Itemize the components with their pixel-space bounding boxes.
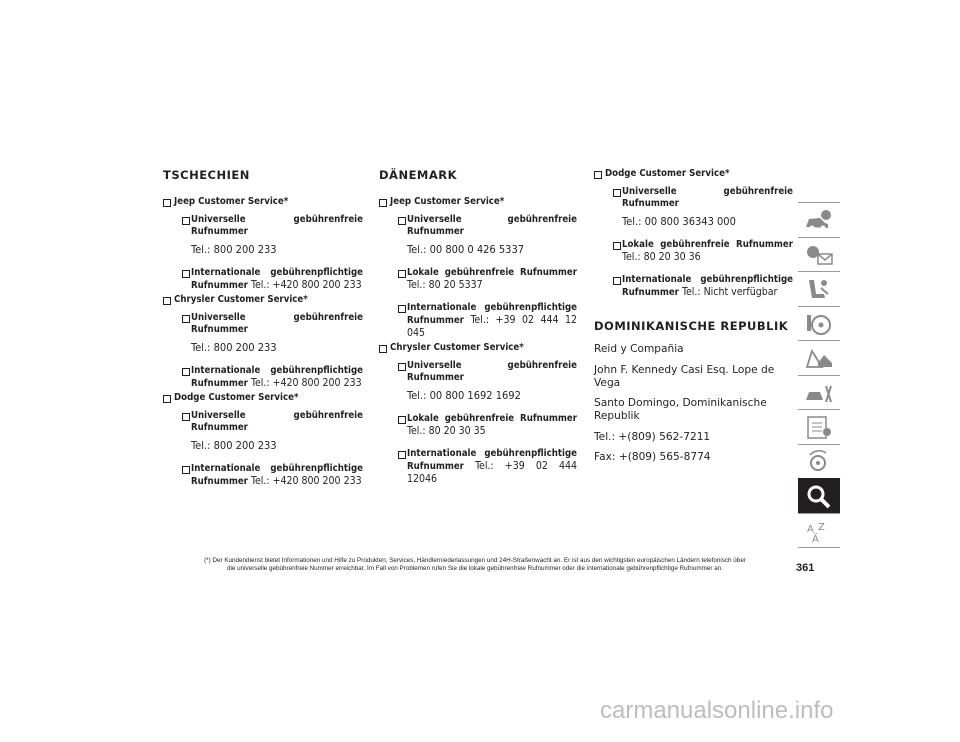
multimedia-icon	[804, 449, 834, 475]
tab-search-index[interactable]	[798, 478, 840, 513]
phone-entry: Lokale gebührenfreie Rufnummer Tel.: 80 20 30 36	[622, 239, 793, 264]
phone-entry: Universelle gebührenfreie Rufnummer Tel.: 00 800 36343 000	[622, 186, 793, 229]
checkbox-icon	[398, 270, 406, 278]
phone-entry: Internationale gebührenpflichtige Rufnummer Tel.: +420 800 200 233	[191, 267, 363, 292]
service-jeep: Jeep Customer Service*	[379, 196, 577, 208]
tab-service[interactable]	[798, 375, 840, 410]
checkbox-icon	[613, 189, 621, 197]
fax-line: Fax: +(809) 565-8774	[594, 451, 711, 463]
checkbox-icon	[398, 451, 406, 459]
watermark: carmanualsonline.info	[600, 697, 834, 724]
car-service-icon	[804, 380, 834, 406]
tab-specifications[interactable]	[798, 409, 840, 444]
svg-text:Z: Z	[818, 521, 825, 533]
checkbox-icon	[163, 395, 171, 403]
address-line: Reid y Compañia	[594, 343, 684, 355]
checkbox-icon	[398, 217, 406, 225]
tab-car-info[interactable]	[798, 202, 840, 237]
checkbox-icon	[182, 368, 190, 376]
checkbox-icon	[613, 242, 621, 250]
car-info-icon	[804, 207, 834, 233]
tab-steering[interactable]	[798, 306, 840, 341]
address-line: Santo Domingo, Dominikanische Republik	[594, 397, 767, 422]
roadside-emergency-icon	[804, 345, 834, 371]
checkbox-icon	[182, 466, 190, 474]
tab-warning-lights[interactable]	[798, 237, 840, 272]
language-index-icon	[804, 518, 834, 544]
checkbox-icon	[398, 363, 406, 371]
phone-entry: Universelle gebührenfreie Rufnummer Tel.: 00 800 1692 1692	[407, 360, 577, 403]
specifications-icon	[804, 414, 834, 440]
service-chrysler: Chrysler Customer Service*	[379, 342, 577, 354]
checkbox-icon	[163, 199, 171, 207]
service-jeep: Jeep Customer Service*	[163, 196, 363, 208]
tab-language-index[interactable]	[798, 513, 840, 549]
phone-entry: Universelle gebührenfreie Rufnummer Tel.: 800 200 233	[191, 410, 363, 453]
checkbox-icon	[163, 297, 171, 305]
chapter-sidebar	[798, 202, 840, 548]
checkbox-icon	[398, 416, 406, 424]
phone-entry: Internationale gebührenpflichtige Rufnummer Tel.: +420 800 200 233	[191, 365, 363, 390]
phone-entry: Universelle gebührenfreie Rufnummer Tel.: 800 200 233	[191, 214, 363, 257]
address-line: John F. Kennedy Casi Esq. Lope de Vega	[594, 363, 775, 389]
phone-entry: Universelle gebührenfreie Rufnummer Tel.: 800 200 233	[191, 312, 363, 355]
phone-entry: Lokale gebührenfreie Rufnummer Tel.: 80 20 30 35	[407, 413, 577, 438]
tab-seat-safety[interactable]	[798, 271, 840, 306]
phone-entry: Lokale gebührenfreie Rufnummer Tel.: 80 20 5337	[407, 267, 577, 292]
phone-entry: Internationale gebührenpflichtige Rufnummer Tel.: +39 02 444 12 045	[407, 302, 577, 340]
seat-safety-icon	[804, 276, 834, 302]
checkbox-icon	[182, 315, 190, 323]
svg-text:A: A	[807, 523, 814, 535]
checkbox-icon	[398, 305, 406, 313]
heading-dominikanische-republik: DOMINIKANISCHE REPUBLIK	[594, 319, 789, 333]
warning-lights-icon	[804, 242, 834, 268]
checkbox-icon	[182, 217, 190, 225]
phone-entry: Internationale gebührenpflichtige Rufnummer Tel.: +39 02 444 12046	[407, 448, 577, 486]
checkbox-icon	[379, 345, 387, 353]
column-denmark	[379, 168, 577, 496]
tab-multimedia[interactable]	[798, 444, 840, 479]
checkbox-icon	[613, 277, 621, 285]
service-dodge: Dodge Customer Service*	[594, 168, 793, 180]
phone-entry: Internationale gebührenpflichtige Rufnummer Tel.: Nicht verfügbar	[622, 274, 793, 299]
checkbox-icon	[594, 171, 602, 179]
phone-entry: Universelle gebührenfreie Rufnummer Tel.: 00 800 0 426 5337	[407, 214, 577, 257]
checkbox-icon	[182, 413, 190, 421]
phone-entry: Internationale gebührenpflichtige Rufnummer Tel.: +420 800 200 233	[191, 463, 363, 488]
page-number: 361	[796, 562, 815, 574]
footnote: (*) Der Kundendienst bietet Informationen und Hilfe zu Produkten, Services, Händlerniederlassungen und 24H-Straßenwacht an. Er ist aus den wichtigsten europäischen Ländern telefonisch über die universelle gebührenfreie Nummer erreichbar. Im Fall von Problemen rufen Sie die lokale gebührenfreie Rufnummer oder die internationale gebührenpflichtige Rufnummer an.	[204, 557, 746, 572]
heading-daenemark: DÄNEMARK	[379, 168, 458, 182]
heading-tschechien: TSCHECHIEN	[163, 168, 250, 182]
tab-roadside[interactable]	[798, 340, 840, 375]
checkbox-icon	[182, 270, 190, 278]
service-dodge: Dodge Customer Service*	[163, 392, 363, 404]
checkbox-icon	[379, 199, 387, 207]
column-dodge-dominican	[594, 168, 793, 472]
search-index-icon	[804, 483, 834, 509]
svg-text:Ä: Ä	[812, 533, 819, 544]
phone-line: Tel.: +(809) 562-7211	[594, 430, 711, 443]
steering-wheel-icon	[804, 311, 834, 337]
column-czech	[163, 168, 363, 498]
service-chrysler: Chrysler Customer Service*	[163, 294, 363, 306]
